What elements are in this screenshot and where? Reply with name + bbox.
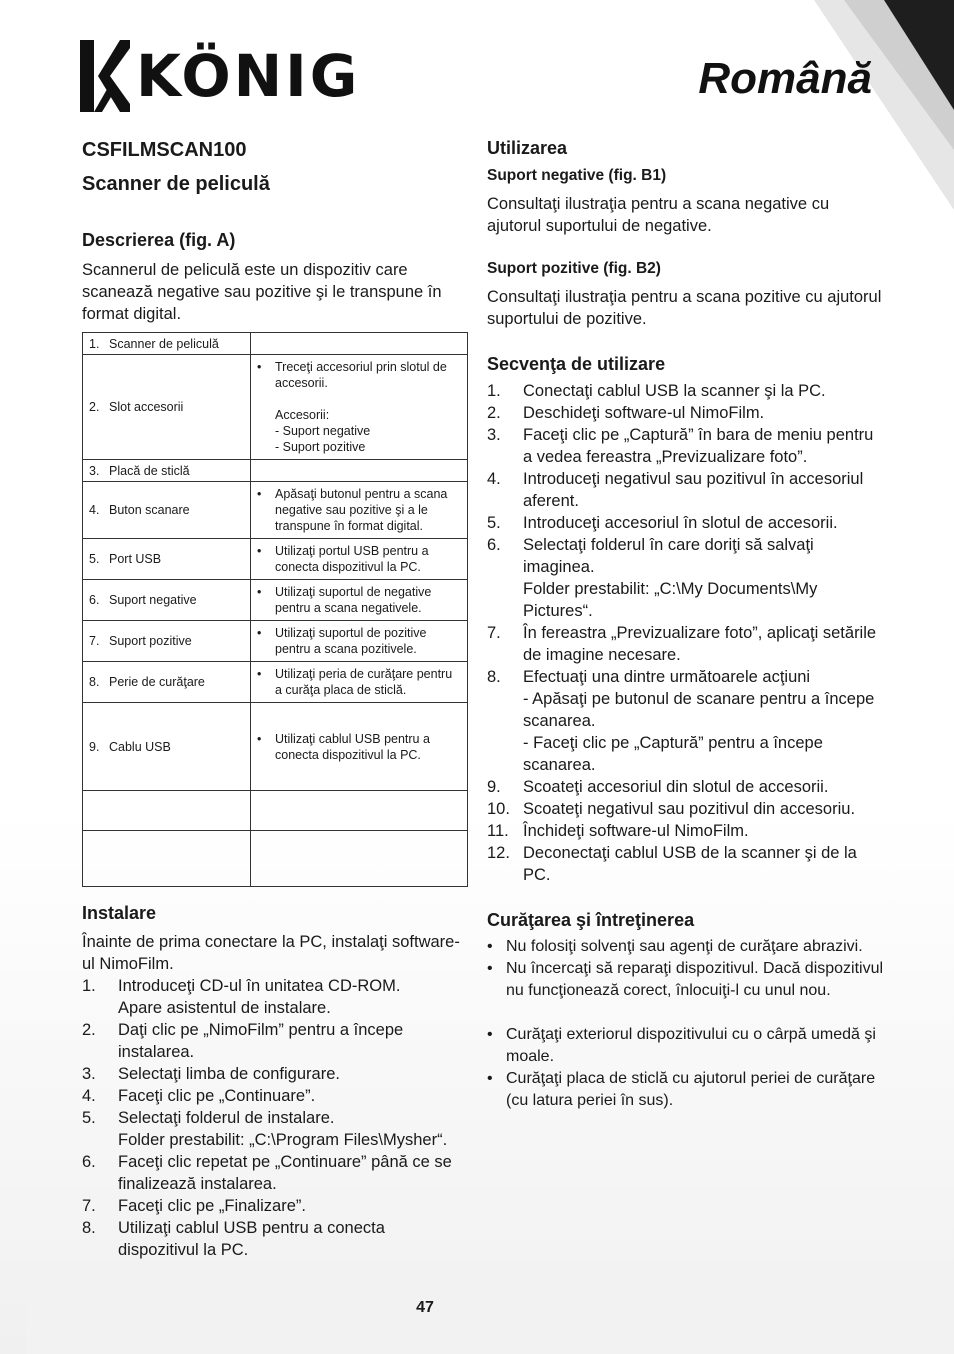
step-line: Deconectaţi cablul USB de la scanner şi de la PC. — [523, 844, 857, 884]
list-item — [487, 842, 887, 886]
step-line: Faceţi clic pe „Finalizare”. — [118, 1197, 306, 1215]
bullet-icon: • — [257, 487, 262, 501]
right-column — [487, 136, 887, 1112]
step-text — [523, 380, 887, 402]
step-line: Introduceţi negativul sau pozitivul în accesoriul aferent. — [523, 470, 864, 510]
description-text: Utilizaţi suportul de negative pentru a scana negativele. — [275, 585, 432, 615]
step-line: Faceţi clic pe „Continuare”. — [118, 1087, 316, 1105]
sequence-steps — [487, 380, 887, 886]
bullet-icon: • — [487, 960, 493, 977]
step-line: Scoateţi negativul sau pozitivul din accesoriu. — [523, 800, 856, 818]
part-name-cell — [83, 662, 251, 703]
list-item — [82, 1019, 470, 1063]
step-line: Apare asistentul de instalare. — [118, 999, 331, 1017]
brand-name: KÖNIG — [136, 42, 361, 110]
part-name: Perie de curăţare — [109, 675, 205, 689]
step-number: 6. — [82, 1153, 96, 1171]
step-line: Deschideţi software-ul NimoFilm. — [523, 404, 765, 422]
description-text: Scannerul de peliculă este un dispozitiv care scanează negative sau pozitive şi le transpune în format digital. — [82, 261, 442, 323]
list-item — [82, 1151, 470, 1195]
step-text — [118, 1019, 470, 1063]
part-description-cell — [251, 539, 468, 580]
part-name-cell — [83, 703, 251, 791]
list-item — [82, 1217, 470, 1261]
part-number: 2. — [89, 400, 100, 414]
empty-cell — [83, 791, 251, 831]
list-item — [82, 1195, 470, 1217]
list-item — [487, 468, 887, 512]
part-name: Placă de sticlă — [109, 463, 190, 478]
part-name: Port USB — [109, 552, 162, 566]
part-name-cell — [83, 539, 251, 580]
part-name-cell — [83, 460, 251, 482]
step-text — [523, 424, 887, 468]
list-item — [487, 1068, 887, 1112]
description-bullet — [257, 731, 459, 763]
step-number: 5. — [82, 1109, 96, 1127]
part-name-cell — [83, 580, 251, 621]
description-bullet — [257, 359, 459, 455]
step-line: Folder prestabilit: „C:\Program Files\Mysher“. — [118, 1131, 448, 1149]
step-line: - Apăsaţi pe butonul de scanare pentru a începe scanarea. — [523, 690, 875, 730]
part-number: 8. — [89, 675, 100, 689]
step-text — [118, 1107, 470, 1151]
description-bullet — [257, 543, 459, 575]
description-bullet — [257, 625, 459, 657]
table-row — [83, 539, 468, 580]
step-text — [118, 1085, 470, 1107]
step-number: 9. — [487, 778, 501, 796]
model-number: CSFILMSCAN100 — [82, 139, 247, 161]
step-number: 10. — [487, 800, 510, 818]
step-number: 7. — [487, 624, 501, 642]
list-item — [82, 975, 470, 1019]
part-name: Suport pozitive — [109, 634, 192, 648]
step-number: 4. — [487, 470, 501, 488]
neg-holder-text: Consultaţi ilustraţia pentru a scana negative cu ajutorul suportului de negative. — [487, 195, 830, 235]
part-number: 6. — [89, 593, 100, 607]
step-line: Daţi clic pe „NimoFilm” pentru a începe instalarea. — [118, 1021, 404, 1061]
part-description-cell — [251, 482, 468, 539]
care-bullets-b — [487, 1024, 887, 1112]
step-number: 3. — [487, 426, 501, 444]
part-name: Suport negative — [109, 593, 197, 607]
step-line: În fereastra „Previzualizare foto”, aplicaţi setările de imagine necesare. — [523, 624, 877, 664]
description-text: Utilizaţi cablul USB pentru a conecta dispozitivul la PC. — [275, 731, 430, 762]
accessory-item: - Suport pozitive — [275, 440, 366, 454]
description-bullet — [257, 486, 459, 534]
part-name-cell — [83, 621, 251, 662]
description-text: Utilizaţi portul USB pentru a conecta dispozitivul la PC. — [275, 544, 429, 574]
description-text: Utilizaţi suportul de pozitive pentru a scana pozitivele. — [275, 626, 427, 656]
empty-table-row — [83, 831, 468, 887]
list-item — [487, 534, 887, 622]
step-text — [523, 776, 887, 798]
step-number: 7. — [82, 1197, 96, 1215]
table-row — [83, 621, 468, 662]
description-bullet — [257, 666, 459, 698]
part-description-cell — [251, 703, 468, 791]
part-name: Slot accesorii — [109, 400, 184, 414]
parts-table — [82, 332, 468, 887]
install-intro: Înainte de prima conectare la PC, instalaţi software-ul NimoFilm. — [82, 933, 460, 973]
step-number: 11. — [487, 822, 509, 840]
bullet-text: Nu încercaţi să reparaţi dispozitivul. Dacă dispozitivul nu funcţionează corect, înlocuiţi-l cu unul nou. — [506, 960, 884, 999]
bullet-text: Curăţaţi placa de sticlă cu ajutorul periei de curăţare (cu latura periei în sus). — [506, 1070, 876, 1109]
part-number: 7. — [89, 634, 100, 648]
step-text — [118, 1151, 470, 1195]
part-number: 5. — [89, 552, 100, 566]
list-item — [487, 424, 887, 468]
care-bullets-a — [487, 936, 887, 1002]
step-text — [118, 975, 470, 1019]
part-name-cell — [83, 333, 251, 355]
description-heading: Descrierea (fig. A) — [82, 230, 236, 250]
pos-holder-text: Consultaţi ilustraţia pentru a scana pozitive cu ajutorul suportului de pozitive. — [487, 288, 882, 328]
step-number: 1. — [82, 977, 96, 995]
step-line: Închideţi software-ul NimoFilm. — [523, 822, 749, 840]
list-item — [487, 958, 887, 1002]
description-bullet — [257, 584, 459, 616]
install-heading: Instalare — [82, 903, 157, 923]
step-line: Efectuaţi una dintre următoarele acţiuni — [523, 668, 811, 686]
list-item — [487, 776, 887, 798]
step-number: 3. — [82, 1065, 96, 1083]
table-row — [83, 580, 468, 621]
step-number: 12. — [487, 844, 510, 862]
bullet-text: Nu folosiţi solvenţi sau agenţi de curăţare abrazivi. — [506, 938, 863, 955]
step-text — [118, 1063, 470, 1085]
list-item — [82, 1085, 470, 1107]
part-name: Cablu USB — [109, 739, 171, 754]
accessory-item: - Suport negative — [275, 424, 371, 438]
bullet-icon: • — [487, 1070, 493, 1087]
description-text: Utilizaţi peria de curăţare pentru a curăţa placa de sticlă. — [275, 667, 453, 697]
step-text — [118, 1217, 470, 1261]
step-text — [523, 534, 887, 622]
care-heading: Curăţarea şi întreţinerea — [487, 910, 695, 930]
konig-k-emblem-icon — [80, 40, 130, 112]
table-row — [83, 703, 468, 791]
list-item — [82, 1063, 470, 1085]
step-number: 6. — [487, 536, 501, 554]
step-number: 1. — [487, 382, 501, 400]
part-number: 9. — [89, 739, 100, 754]
step-line: Introduceţi accesoriul în slotul de accesorii. — [523, 514, 838, 532]
bullet-text: Curăţaţi exteriorul dispozitivului cu o cârpă umedă şi moale. — [506, 1026, 876, 1065]
part-description-cell — [251, 460, 468, 482]
step-line: Selectaţi folderul în care doriţi să salvaţi imaginea. — [523, 536, 814, 576]
description-text: Treceţi accesoriul prin slotul de accesorii. Accesorii: - Suport negative - Suport pozitive — [275, 359, 459, 455]
empty-cell — [251, 791, 468, 831]
part-number: 1. — [89, 336, 100, 351]
step-line: Conectaţi cablul USB la scanner şi la PC. — [523, 382, 826, 400]
list-item — [82, 1107, 470, 1151]
part-name: Buton scanare — [109, 503, 190, 517]
step-text — [523, 798, 887, 820]
left-column — [82, 136, 470, 1261]
empty-cell — [83, 831, 251, 887]
bullet-icon: • — [257, 585, 262, 599]
step-line: Faceţi clic repetat pe „Continuare” până ce se finalizează instalarea. — [118, 1153, 452, 1193]
bullet-icon: • — [257, 360, 262, 374]
bullet-icon: • — [487, 938, 493, 955]
step-text — [523, 468, 887, 512]
bullet-icon: • — [487, 1026, 493, 1043]
product-name: Scanner de peliculă — [82, 173, 270, 195]
step-number: 2. — [82, 1021, 96, 1039]
step-line: Folder prestabilit: „C:\My Documents\My Pictures“. — [523, 580, 818, 620]
part-number: 3. — [89, 463, 100, 478]
list-item — [487, 820, 887, 842]
step-text — [118, 1195, 470, 1217]
sequence-heading: Secvenţa de utilizare — [487, 354, 666, 374]
part-description-cell — [251, 355, 468, 460]
list-item — [487, 402, 887, 424]
step-text — [523, 820, 887, 842]
step-line: Selectaţi folderul de instalare. — [118, 1109, 335, 1127]
step-text — [523, 512, 887, 534]
step-line: Utilizaţi cablul USB pentru a conecta dispozitivul la PC. — [118, 1219, 385, 1259]
list-item — [487, 512, 887, 534]
brand-logo — [80, 40, 360, 112]
step-line: - Faceţi clic pe „Captură” pentru a începe scanarea. — [523, 734, 823, 774]
step-number: 4. — [82, 1087, 96, 1105]
table-row — [83, 355, 468, 460]
list-item — [487, 380, 887, 402]
language-title: Română — [698, 54, 872, 103]
part-name-cell — [83, 482, 251, 539]
part-description-cell — [251, 333, 468, 355]
step-number: 8. — [487, 668, 501, 686]
part-name-cell — [83, 355, 251, 460]
step-line: Introduceţi CD-ul în unitatea CD-ROM. — [118, 977, 401, 995]
list-item — [487, 936, 887, 958]
table-row — [83, 460, 468, 482]
table-row — [83, 662, 468, 703]
list-item — [487, 1024, 887, 1068]
step-text — [523, 402, 887, 424]
step-number: 8. — [82, 1219, 96, 1237]
bullet-icon: • — [257, 626, 262, 640]
part-name: Scanner de peliculă — [109, 336, 219, 351]
step-line: Faceţi clic pe „Captură” în bara de meniu pentru a vedea fereastra „Previzualizare foto”. — [523, 426, 874, 466]
pos-holder-heading: Suport pozitive (fig. B2) — [487, 260, 661, 277]
step-text — [523, 666, 887, 776]
step-line: Scoateţi accesoriul din slotul de accesorii. — [523, 778, 829, 796]
empty-cell — [251, 831, 468, 887]
page-number: 47 — [416, 1299, 434, 1316]
empty-table-row — [83, 791, 468, 831]
neg-holder-heading: Suport negative (fig. B1) — [487, 167, 667, 184]
step-line: Selectaţi limba de configurare. — [118, 1065, 340, 1083]
description-text: Apăsaţi butonul pentru a scana negative sau pozitive şi a le transpune în format digital. — [275, 487, 448, 533]
step-text — [523, 842, 887, 886]
list-item — [487, 622, 887, 666]
table-row — [83, 482, 468, 539]
accessories-label: Accesorii: — [275, 408, 330, 422]
part-description-cell — [251, 621, 468, 662]
part-number: 4. — [89, 503, 100, 517]
bullet-icon: • — [257, 731, 262, 746]
step-number: 5. — [487, 514, 501, 532]
step-text — [523, 622, 887, 666]
part-description-cell — [251, 662, 468, 703]
bullet-icon: • — [257, 544, 262, 558]
bullet-icon: • — [257, 667, 262, 681]
step-number: 2. — [487, 404, 501, 422]
part-description-cell — [251, 580, 468, 621]
install-steps — [82, 975, 470, 1261]
list-item — [487, 666, 887, 776]
list-item — [487, 798, 887, 820]
table-row — [83, 333, 468, 355]
usage-heading: Utilizarea — [487, 138, 568, 158]
